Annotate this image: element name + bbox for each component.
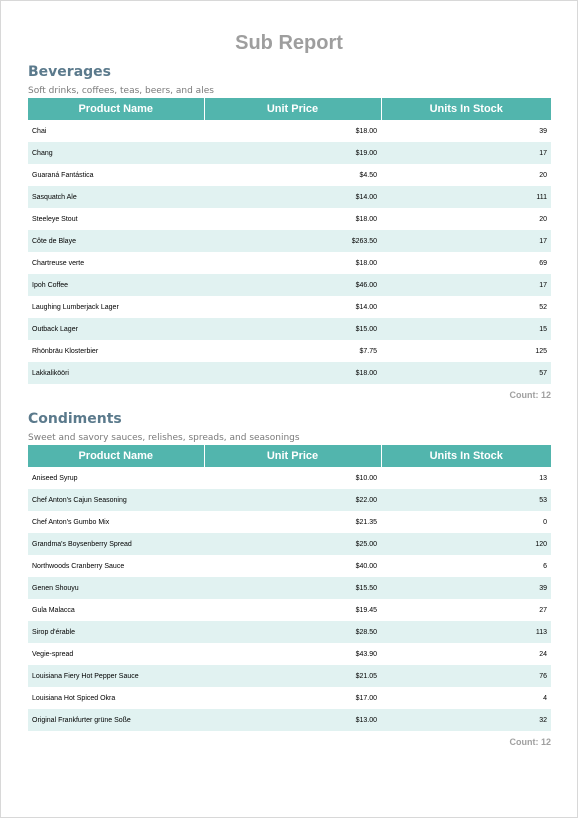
product-name-cell: Chang [28,142,204,164]
unit-price-cell: $19.00 [204,142,381,164]
units-in-stock-cell: 4 [543,694,547,702]
product-name-cell: Guaraná Fantástica [32,171,94,179]
unit-price-cell: $13.00 [204,709,381,731]
table-body [28,120,551,384]
product-name-cell: Sasquatch Ale [28,186,204,208]
unit-price-cell: $43.90 [355,650,377,658]
table-row [28,709,551,731]
column-header-product-name: Product Name [28,445,204,467]
unit-price-cell: $15.50 [204,577,381,599]
units-in-stock-cell: 39 [539,127,547,135]
product-name-cell: Ipoh Coffee [28,274,204,296]
category-name: Beverages [28,64,111,80]
units-in-stock-cell: 125 [535,347,547,355]
table-header-row [28,445,551,467]
table-row [28,665,551,687]
count-summary: Count: 12 [509,390,551,400]
unit-price-cell: $21.35 [355,518,377,526]
units-in-stock-cell: 52 [539,303,547,311]
units-in-stock-cell: 76 [381,665,551,687]
product-name-cell: Louisiana Hot Spiced Okra [32,694,116,702]
unit-price-cell: $22.00 [204,489,381,511]
unit-price-cell: $14.00 [355,303,377,311]
product-name-cell: Rhönbräu Klosterbier [32,347,99,355]
units-in-stock-cell: 20 [539,215,547,223]
table-row [28,186,551,208]
units-in-stock-cell: 27 [539,606,547,614]
column-header-unit-price: Unit Price [204,445,381,467]
unit-price-cell: $15.00 [204,318,381,340]
product-name-cell: Vegie-spread [32,650,74,658]
units-in-stock-cell: 17 [381,274,551,296]
unit-price-cell: $10.00 [355,474,377,482]
product-name-cell: Laughing Lumberjack Lager [32,303,119,311]
product-name-cell: Steeleye Stout [32,215,78,223]
unit-price-cell: $14.00 [204,186,381,208]
units-in-stock-cell: 113 [381,621,551,643]
unit-price-cell: $18.00 [355,215,377,223]
table-body [28,467,551,731]
units-in-stock-cell: 111 [381,186,551,208]
unit-price-cell: $19.45 [355,606,377,614]
table-row [28,164,551,186]
table-row [28,533,551,555]
product-name-cell: Chai [32,127,47,135]
table-row [28,467,551,489]
product-name-cell: Louisiana Fiery Hot Pepper Sauce [28,665,204,687]
units-in-stock-cell: 53 [381,489,551,511]
column-header-product-name: Product Name [28,98,204,120]
units-in-stock-cell: 15 [381,318,551,340]
table-row [28,252,551,274]
units-in-stock-cell: 120 [381,533,551,555]
product-name-cell: Grandma's Boysenberry Spread [28,533,204,555]
units-in-stock-cell: 24 [539,650,547,658]
product-name-cell: Lakkalikööri [28,362,204,384]
table-row [28,599,551,621]
units-in-stock-cell: 57 [381,362,551,384]
units-in-stock-cell: 20 [539,171,547,179]
units-in-stock-cell: 6 [543,562,547,570]
table-row [28,643,551,665]
category-description: Sweet and savory sauces, relishes, spreads, and seasonings [28,433,300,443]
units-in-stock-cell: 17 [381,230,551,252]
product-name-cell: Côte de Blaye [28,230,204,252]
unit-price-cell: $18.00 [355,259,377,267]
product-name-cell: Gula Malacca [32,606,75,614]
table-header-row [28,98,551,120]
table-row [28,687,551,709]
product-name-cell: Chartreuse verte [32,259,85,267]
product-name-cell: Chef Anton's Gumbo Mix [32,518,110,526]
unit-price-cell: $17.00 [355,694,377,702]
units-in-stock-cell: 17 [381,142,551,164]
product-name-cell: Genen Shouyu [28,577,204,599]
table-row [28,621,551,643]
products-table [28,445,551,731]
column-header-units-in-stock: Units In Stock [381,445,551,467]
table-row [28,142,551,164]
unit-price-cell: $21.05 [204,665,381,687]
category-name: Condiments [28,411,122,427]
unit-price-cell: $7.75 [359,347,377,355]
products-table [28,98,551,384]
unit-price-cell: $18.00 [355,127,377,135]
table-row [28,577,551,599]
unit-price-cell: $28.50 [204,621,381,643]
unit-price-cell: $263.50 [204,230,381,252]
product-name-cell: Aniseed Syrup [32,474,78,482]
category-section-condiments [28,409,551,747]
table-row [28,120,551,142]
product-name-cell: Chef Anton's Cajun Seasoning [28,489,204,511]
report-title: Sub Report [235,32,343,54]
count-summary: Count: 12 [509,737,551,747]
category-section-beverages [28,62,551,400]
units-in-stock-cell: 32 [381,709,551,731]
units-in-stock-cell: 0 [543,518,547,526]
product-name-cell: Original Frankfurter grüne Soße [28,709,204,731]
table-row [28,362,551,384]
units-in-stock-cell: 13 [539,474,547,482]
table-row [28,274,551,296]
table-row [28,318,551,340]
product-name-cell: Sirop d'érable [28,621,204,643]
product-name-cell: Northwoods Cranberry Sauce [32,562,125,570]
table-row [28,489,551,511]
unit-price-cell: $18.00 [204,362,381,384]
product-name-cell: Outback Lager [28,318,204,340]
unit-price-cell: $46.00 [204,274,381,296]
column-header-units-in-stock: Units In Stock [381,98,551,120]
table-row [28,340,551,362]
table-row [28,230,551,252]
units-in-stock-cell: 39 [381,577,551,599]
category-description: Soft drinks, coffees, teas, beers, and ales [28,86,214,96]
unit-price-cell: $25.00 [204,533,381,555]
units-in-stock-cell: 69 [539,259,547,267]
table-row [28,555,551,577]
unit-price-cell: $4.50 [359,171,377,179]
table-row [28,511,551,533]
table-row [28,208,551,230]
column-header-unit-price: Unit Price [204,98,381,120]
table-row [28,296,551,318]
unit-price-cell: $40.00 [355,562,377,570]
